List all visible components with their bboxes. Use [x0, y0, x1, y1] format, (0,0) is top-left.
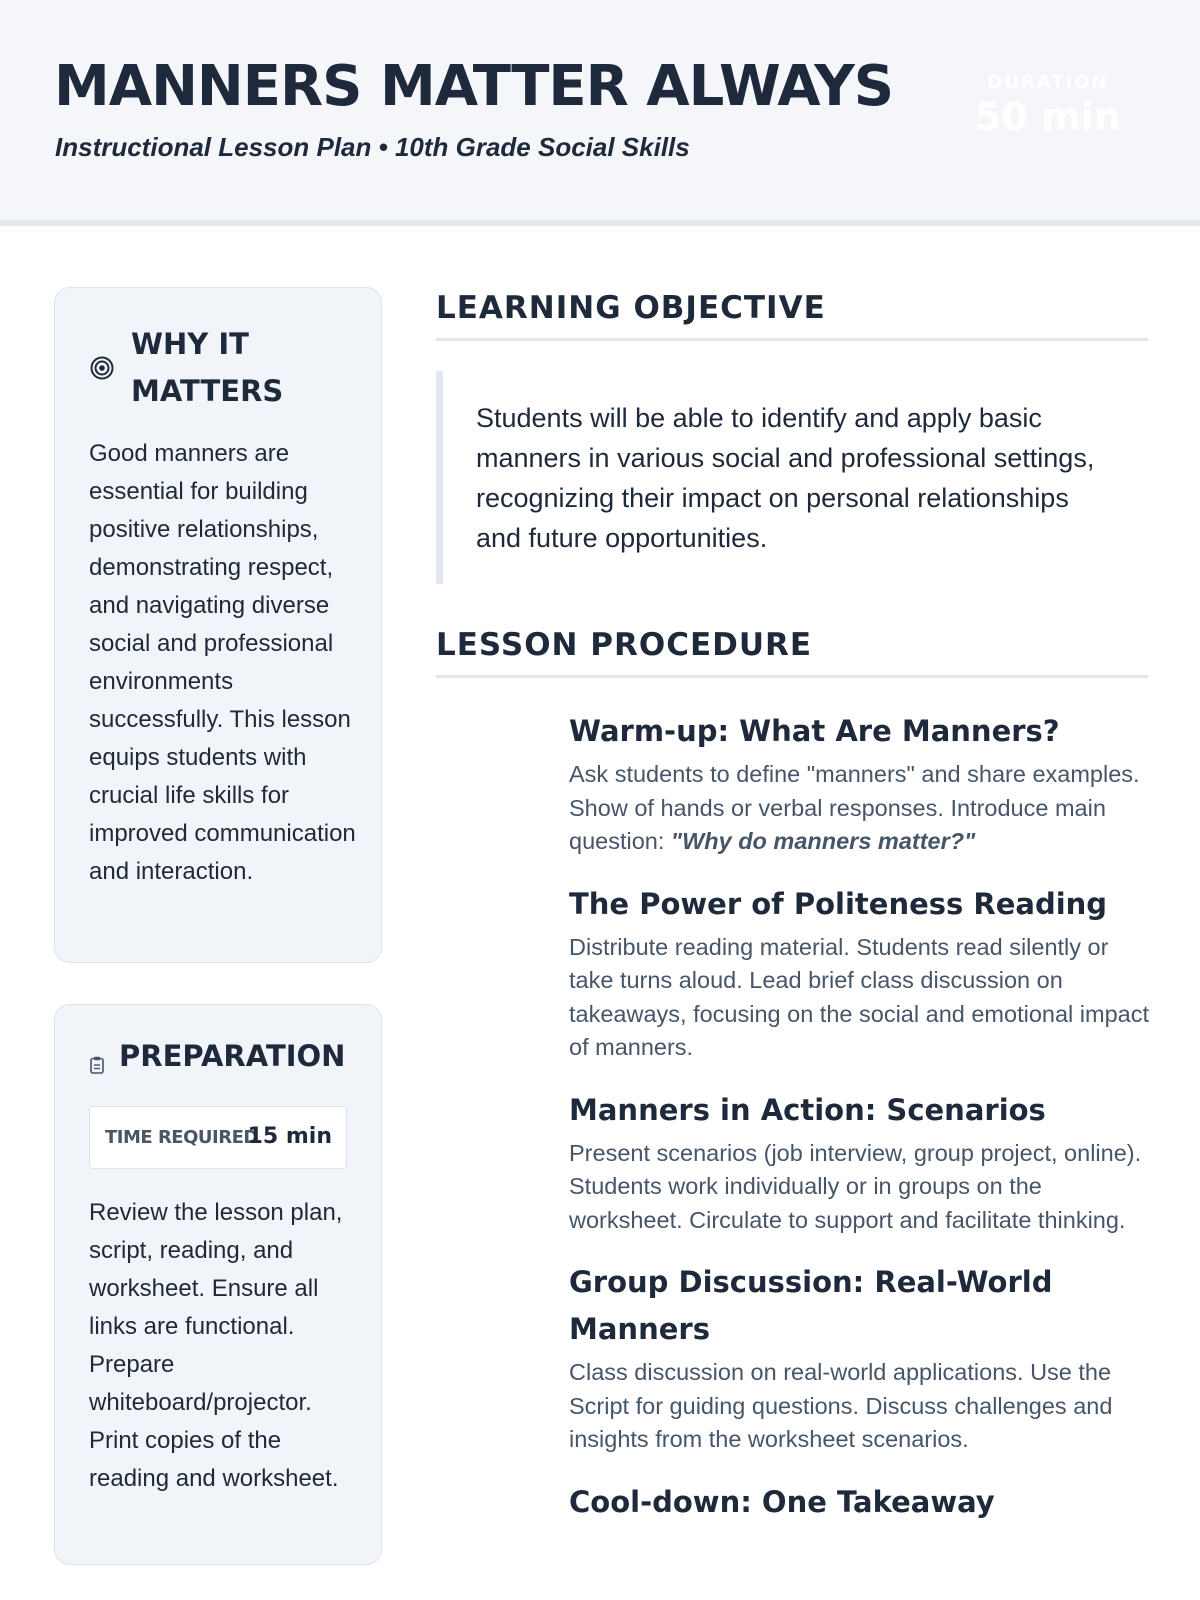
time-required-label: TIME REQUIRED	[105, 1127, 258, 1148]
duration-label: DURATION	[987, 72, 1109, 93]
why-it-matters-heading: WHY IT MATTERS	[131, 327, 284, 408]
procedure-step	[569, 881, 1159, 1065]
preparation-heading: PREPARATION	[119, 1039, 346, 1073]
procedure-step	[569, 1479, 1159, 1526]
learning-objective-heading: LEARNING OBJECTIVE	[436, 290, 1148, 341]
step-title: Warm-up: What Are Manners?	[569, 714, 1060, 748]
procedure-step	[569, 1259, 1159, 1457]
lesson-procedure-heading: LESSON PROCEDURE	[436, 627, 1148, 678]
page-title: MANNERS MATTER ALWAYS	[54, 54, 894, 119]
learning-objective-text: Students will be able to identify and apply basic manners in various social and professional settings, recognizing their impact on personal relationships and future opportunities.	[436, 371, 1148, 584]
why-it-matters-card	[54, 287, 382, 963]
lesson-header	[0, 0, 1200, 226]
step-description-text: Ask students to define "manners" and share examples. Show of hands or verbal responses. Introduce main question:	[569, 761, 1140, 854]
why-it-matters-text: Good manners are essential for building positive relationships, demonstrating respect, and navigating diverse social and professional environments successfully. This lesson equips students with crucial life skills for improved communication and interaction.	[89, 440, 356, 885]
step-description: Distribute reading material. Students read silently or take turns aloud. Lead brief class discussion on takeaways, focusing on the social and emotional impact of manners.	[569, 933, 1149, 1060]
preparation-text: Review the lesson plan, script, reading, and worksheet. Ensure all links are functional. Prepare whiteboard/projector. Print copies of the reading and worksheet.	[89, 1199, 343, 1492]
time-required-box	[89, 1106, 347, 1169]
step-description: Class discussion on real-world applications. Use the Script for guiding questions. Discuss challenges and insights from the worksheet scenarios.	[569, 1359, 1113, 1452]
page-subtitle: Instructional Lesson Plan • 10th Grade Social Skills	[55, 132, 690, 162]
procedure-step	[569, 708, 1159, 859]
duration-value: 50 min	[975, 95, 1121, 139]
step-title: Cool-down: One Takeaway	[569, 1484, 995, 1519]
step-title: Group Discussion: Real-World Manners	[569, 1265, 1053, 1346]
target-icon	[90, 356, 114, 380]
time-required-value: 15 min	[247, 1124, 332, 1149]
step-title: The Power of Politeness Reading	[569, 886, 1108, 921]
procedure-step	[569, 1087, 1159, 1238]
procedure-steps	[569, 708, 1159, 1548]
step-emphasis-question: "Why do manners matter?"	[670, 828, 976, 854]
clipboard-icon	[90, 1056, 104, 1074]
duration-badge	[958, 72, 1138, 139]
step-title: Manners in Action: Scenarios	[569, 1092, 1046, 1127]
preparation-card	[54, 1004, 382, 1565]
step-description: Present scenarios (job interview, group project, online). Students work individually or in groups on the worksheet. Circulate to support and facilitate thinking.	[569, 1139, 1142, 1233]
step-description	[569, 758, 1159, 859]
